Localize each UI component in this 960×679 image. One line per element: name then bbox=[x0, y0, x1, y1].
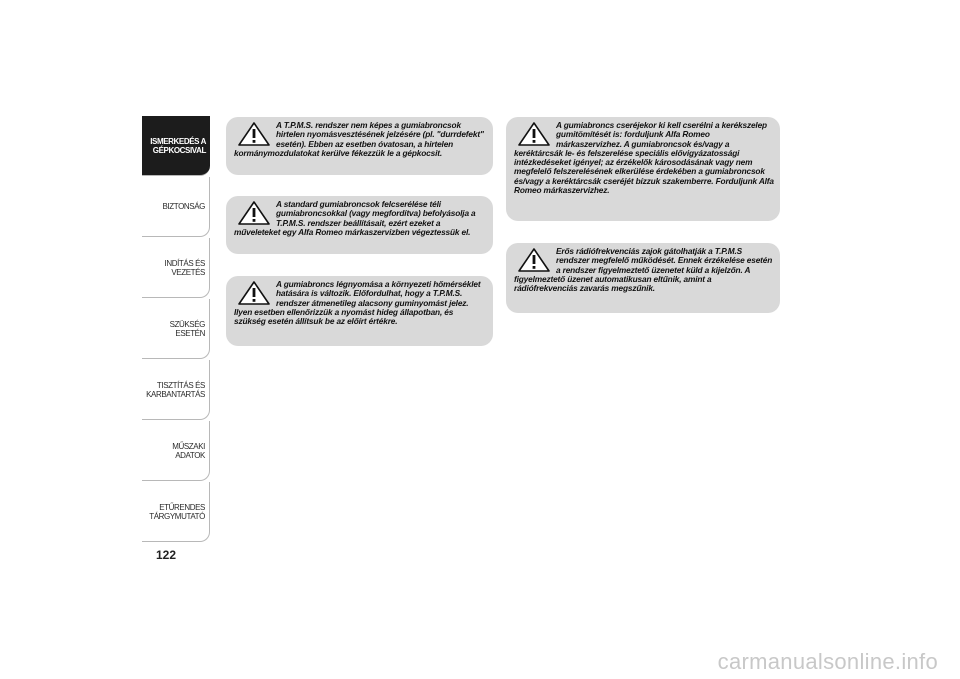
tab-label: INDÍTÁS ÉS VEZETÉS bbox=[164, 258, 205, 277]
warning-text: A standard gumiabroncsok felcserélése téli gumiabroncsokkal (vagy megfordítva) befolyásolja a T.P.M.S. rendszer beállításait, ezért ezeket a műveleteket egy Alfa Romeo márkaszervizben végeztessük el. bbox=[234, 199, 476, 237]
warning-triangle-icon bbox=[518, 122, 550, 146]
warning-text: A gumiabroncs cseréjekor ki kell cserélni a kerékszelep gumitömítését is: forduljunk Alfa Romeo márkaszervizhez. A gumiabroncsok és/vagy a keréktárcsák le- és felszerelése speciális elővigyázatossági intézkedéseket igényel; az érzékelők károsodásának vagy nem megfelelő felszerelésének elkerülése érdekében a gumiabroncsok és/vagy a keréktárcsák cseréjét bízzuk szakemberre. Forduljunk Alfa Romeo márkaszervizhez. bbox=[514, 120, 774, 196]
warning-box-valve-replacement bbox=[506, 117, 780, 221]
warning-box-pressure-temperature bbox=[226, 276, 493, 346]
warning-triangle-icon bbox=[238, 281, 270, 305]
tab-label: ISMERKEDÉS A GÉPKOCSIVAL bbox=[150, 136, 206, 155]
warning-text: A T.P.M.S. rendszer nem képes a gumiabroncsok hirtelen nyomásvesztésének jelzésére (pl. "durrdefekt" esetén). Ebben az esetben óvatosan, a hirtelen kormánymozdulatokat kerülve fékezzük le a gépkocsit. bbox=[234, 120, 484, 158]
page-number: 122 bbox=[156, 548, 177, 562]
warning-box-tpms-sudden bbox=[226, 117, 493, 175]
tab-ismerkedes[interactable] bbox=[142, 116, 210, 176]
tab-targymutato[interactable] bbox=[142, 482, 210, 542]
warning-box-radio-interference bbox=[506, 243, 780, 313]
warning-text: Erős rádiófrekvenciás zajok gátolhatják a T.P.M.S rendszer megfelelő működését. Ennek érzékelése esetén a rendszer figyelmeztető üzenetet küld a kijelzőn. A figyelmeztető üzenet automatikusan eltűnik, amint a rádiófrekvenciás zavarás megszűnik. bbox=[514, 246, 773, 294]
tab-label: BIZTONSÁG bbox=[162, 202, 205, 211]
chapter-tabs bbox=[142, 116, 210, 543]
watermark: carmanualsonline.info bbox=[717, 649, 938, 674]
warning-box-winter-tyres bbox=[226, 196, 493, 254]
tab-inditas[interactable] bbox=[142, 238, 210, 298]
warning-triangle-icon bbox=[238, 122, 270, 146]
warning-triangle-icon bbox=[238, 201, 270, 225]
tab-label: SZÜKSÉG ESETÉN bbox=[169, 319, 205, 338]
tab-biztonsag[interactable] bbox=[142, 177, 210, 237]
tab-label: TISZTÍTÁS ÉS KARBANTARTÁS bbox=[146, 380, 205, 399]
tab-muszaki[interactable] bbox=[142, 421, 210, 481]
warning-text: A gumiabroncs légnyomása a környezeti hőmérséklet hatására is változik. Előfordulhat, hogy a T.P.M.S. rendszer átmenetileg alacsony guminyomást jelez. Ilyen esetben ellenőrizzük a nyomást hideg állapotban, és szükség esetén állítsuk be az előírt értékre. bbox=[234, 279, 481, 327]
tab-label: MŰSZAKI ADATOK bbox=[172, 441, 205, 460]
tab-tisztitas[interactable] bbox=[142, 360, 210, 420]
warning-triangle-icon bbox=[518, 248, 550, 272]
tab-label: ETŰRENDES TÁRGYMUTATÓ bbox=[149, 502, 205, 521]
tab-szukseg[interactable] bbox=[142, 299, 210, 359]
